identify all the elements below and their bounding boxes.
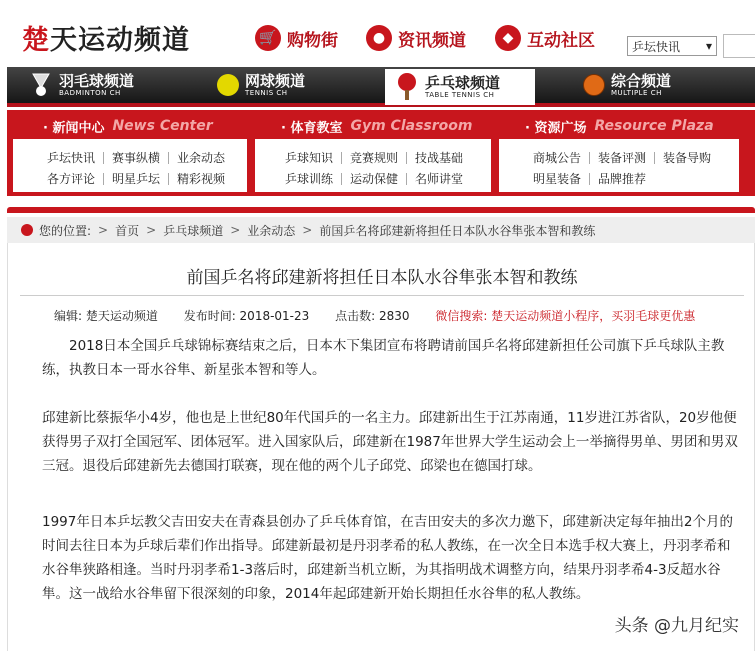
breadcrumb-bar [7,207,755,213]
category-gym-classroom [251,110,495,196]
category-gym-links [255,139,491,192]
channel-tennis-sub: TENNIS CH [245,88,288,97]
cart-icon: 🛒 [255,25,281,51]
breadcrumb-prefix: 您的位置: [39,223,92,238]
site-logo[interactable] [22,18,190,57]
breadcrumb-home[interactable]: 首页 [115,223,140,238]
chat-icon: ◆ [495,25,521,51]
breadcrumb-sep: > [146,223,157,237]
link-item[interactable]: 业余动态 [177,150,226,165]
link-item[interactable]: 竞赛规则 [342,152,407,164]
article [7,243,755,651]
link-item[interactable]: 运动保健 [342,173,407,185]
breadcrumb-section[interactable]: 业余动态 [247,223,296,238]
nav-community[interactable] [495,25,595,51]
link-item[interactable]: 名师讲堂 [415,171,464,186]
logo-text: 天运动频道 [50,25,190,56]
category-resource-title: · 资源广场 [525,120,587,136]
link-item[interactable]: 明星装备 [525,173,590,185]
basketball-icon [583,74,605,96]
breadcrumb-current: 前国乒名将邱建新将担任日本队水谷隼张本智和教练 [319,223,596,238]
paddle-icon [395,72,419,102]
article-meta [54,307,695,324]
article-date: 发布时间: 2018-01-23 [183,309,310,323]
breadcrumb-sep: > [230,223,241,237]
channel-bar-divider [7,103,755,107]
channel-tennis[interactable] [217,67,305,103]
channel-table-tennis-sub: TABLE TENNIS CH [425,90,495,99]
link-item[interactable]: 明星乒坛 [104,173,169,185]
channel-multiple[interactable] [583,67,671,103]
watermark [615,611,739,636]
link-item[interactable]: 商城公告 [525,152,590,164]
link-item[interactable]: 乒球训练 [277,173,342,185]
channel-table-tennis-title: 乒乓球频道 [425,73,501,92]
category-news-center [7,110,251,196]
channel-tennis-title: 网球频道 [245,71,306,90]
channel-table-tennis[interactable] [385,69,535,105]
nav-news-label: 资讯频道 [398,30,466,51]
link-item[interactable]: 乒球知识 [277,152,342,164]
link-row [39,147,247,168]
link-row [277,168,491,189]
link-item[interactable]: 技战基础 [415,150,464,165]
channel-badminton-title: 羽毛球频道 [59,71,135,90]
category-gym-head [281,114,472,138]
breadcrumb-sep: > [302,223,313,237]
article-paragraph: 2018日本全国乒乓球锦标赛结束之后，日本木下集团宣布将聘请前国乒名将邱建新担任公司旗下乒乓球队主教练，执教日本一哥水谷隼、新星张本智和等人。 [42,338,725,378]
link-item[interactable]: 赛事纵横 [104,152,169,164]
watermark-text: 头条 @九月纪实 [614,616,739,636]
channel-badminton[interactable] [29,67,134,103]
link-row [277,147,491,168]
nav-news[interactable] [366,25,466,51]
article-editor: 编辑: 楚天运动频道 [54,309,158,323]
article-title: 前国乒名将邱建新将担任日本队水谷隼张本智和教练 [186,268,578,288]
category-gym-title: · 体育教室 [281,120,343,136]
link-item[interactable]: 品牌推荐 [598,171,647,186]
link-item[interactable]: 各方评论 [39,173,104,185]
category-resource-head [525,114,714,138]
category-select-value: 乒坛快讯 [632,39,681,54]
nav-shopping[interactable] [255,25,338,51]
tennis-ball-icon [217,74,239,96]
category-news-links [13,139,247,192]
category-select[interactable] [627,36,717,56]
chevron-down-icon: ▾ [705,39,712,53]
breadcrumb-channel[interactable]: 乒乓球频道 [163,223,224,238]
location-icon [21,224,33,236]
channel-multiple-title: 综合频道 [611,71,672,90]
link-row [525,168,739,189]
channel-multiple-sub: MULTIPLE CH [611,88,662,97]
link-row [39,168,247,189]
article-clicks: 点击数: 2830 [335,309,410,323]
logo-char: 楚 [22,25,50,56]
link-row [525,147,739,168]
nav-community-label: 互动社区 [527,30,595,51]
shuttlecock-icon [29,72,53,98]
category-news-title: · 新闻中心 [43,120,105,136]
user-icon: ● [366,25,392,51]
category-resource-en: Resource Plaza [594,118,714,134]
article-paragraph: 邱建新比蔡振华小4岁，他也是上世纪80年代国乒的一名主力。邱建新出生于江苏南通，11岁进江苏省队，20岁他便获得男子双打全国冠军、团体冠军。进入国家队后，邱建新在1987年世界大学生运动会上一举摘得男单、男团和男双三冠。退役后邱建新先去德国打联赛，现在他的两个儿子邱党、邱梁也在德国打球。 [42,410,738,474]
category-panel [7,110,755,196]
nav-shopping-label: 购物街 [287,30,338,51]
breadcrumb [7,217,755,243]
article-paragraph: 1997年日本乒坛教父吉田安夫在青森县创办了乒乓体育馆，在吉田安夫的多次力邀下，邱建新决定每年抽出2个月的时间去往日本为乒球后辈们作出指导。邱建新最初是丹羽孝希的私人教练，在一次全日本选手权大赛上，丹羽孝希和水谷隼狭路相逢。当时丹羽孝希1-3落后时，邱建新当机立断，为其指明战术调整方向，结果丹羽孝希4-3反超水谷隼。这一战给水谷隼留下很深刻的印象，2014年起邱建新开始长期担任水谷隼的私人教练。 [42,514,733,602]
search-input[interactable] [723,34,755,58]
link-item[interactable]: 乒坛快讯 [39,152,104,164]
category-resource-plaza [495,110,755,196]
link-item[interactable]: 装备评测 [590,152,655,164]
channel-bar [7,67,755,107]
link-item[interactable]: 精彩视频 [177,171,226,186]
category-gym-en: Gym Classroom [350,118,473,134]
wechat-promo-link[interactable]: 微信搜索: 楚天运动频道小程序，买羽毛球更优惠 [435,309,696,323]
category-news-head [43,114,213,138]
link-item[interactable]: 装备导购 [663,150,712,165]
breadcrumb-sep: > [98,223,109,237]
category-resource-links [499,139,739,192]
channel-badminton-sub: BADMINTON CH [59,88,121,97]
title-divider [20,295,744,296]
category-news-en: News Center [112,118,213,134]
